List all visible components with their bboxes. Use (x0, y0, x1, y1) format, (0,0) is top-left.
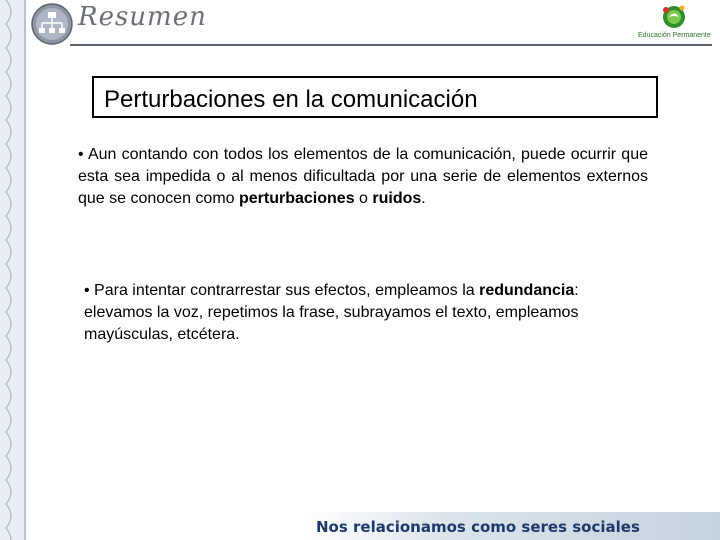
brand-label: Educación Permanente (638, 32, 711, 39)
paragraph-1-end: . (421, 190, 426, 207)
paragraph-1-text: • Aun contando con todos los elementos de la comunicación, puede ocurrir que esta sea impedida o al menos dificultada por una serie de elementos externos que se conocen como (78, 146, 648, 207)
header-title: Resumen (78, 2, 207, 32)
term-perturbaciones: perturbaciones (239, 190, 355, 207)
header-divider (70, 44, 712, 46)
paragraph-2 (84, 280, 624, 346)
term-ruidos: ruidos (372, 190, 422, 207)
paragraph-1 (78, 144, 648, 210)
paragraph-2-end: : elevamos la voz, repetimos la frase, subrayamos el texto, empleamos mayúsculas, etcétera. (84, 282, 579, 343)
slide-title-box (92, 76, 658, 118)
footer-text: Nos relacionamos como seres sociales (316, 518, 640, 536)
paragraph-2-text: • Para intentar contrarrestar sus efectos, empleamos la (84, 282, 480, 299)
sitemap-icon (30, 2, 74, 46)
decorative-left-border (0, 0, 26, 540)
term-redundancia: redundancia (479, 282, 575, 299)
slide-title: Perturbaciones en la comunicación (104, 86, 478, 113)
paragraph-1-connector: o (354, 190, 373, 207)
